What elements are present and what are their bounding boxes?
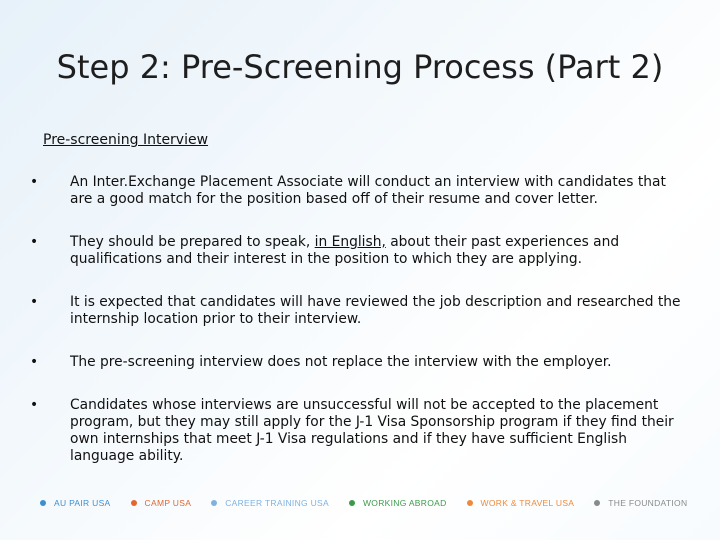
section-subheading: Pre-screening Interview	[43, 132, 209, 148]
footer-brand-bar	[40, 498, 700, 508]
footer-brand-work-travel-usa	[467, 498, 575, 508]
dot-icon	[211, 500, 217, 506]
bullet-text-pre: They should be prepared to speak,	[70, 234, 315, 250]
footer-brand-label: CAREER TRAINING USA	[225, 498, 329, 508]
dot-icon	[131, 500, 137, 506]
footer-brand-career-training-usa	[211, 498, 329, 508]
footer-brand-the-foundation	[594, 498, 687, 508]
bullet-text: It is expected that candidates will have reviewed the job description and researched the internship location prior to their interview.	[70, 294, 681, 327]
footer-brand-label: WORKING ABROAD	[362, 498, 447, 508]
bullet-item	[30, 354, 690, 371]
dot-icon	[349, 500, 355, 506]
bullet-item	[30, 234, 690, 268]
footer-brand-label: AU PAIR USA	[54, 498, 111, 508]
bullet-item	[30, 294, 690, 328]
bullet-text: The pre-screening interview does not replace the interview with the employer.	[70, 354, 612, 370]
dot-icon	[40, 500, 46, 506]
footer-brand-label: THE FOUNDATION	[608, 498, 688, 508]
bullet-text-post: about their past experiences and qualifications and their interest in the position to which they are applying.	[70, 234, 620, 267]
footer-brand-label: CAMP USA	[144, 498, 192, 508]
footer-brand-au-pair-usa	[40, 498, 111, 508]
dot-icon	[467, 500, 473, 506]
bullet-icon: •	[30, 234, 39, 250]
footer-brand-label: WORK & TRAVEL USA	[480, 498, 575, 508]
bullet-item	[30, 174, 690, 208]
bullet-text-emphasis: in English,	[314, 234, 386, 250]
bullet-text: An Inter.Exchange Placement Associate will conduct an interview with candidates that are a good match for the position based off of their resume and cover letter.	[70, 174, 666, 207]
bullet-icon: •	[30, 354, 39, 370]
bullet-item	[30, 397, 690, 465]
footer-brand-working-abroad	[349, 498, 447, 508]
dot-icon	[594, 500, 600, 506]
bullet-text: Candidates whose interviews are unsuccessful will not be accepted to the placement program, but they may still apply for the J-1 Visa Sponsorship program if they find their own internships that meet J-1 Visa regulations and if they have sufficient English language ability.	[70, 397, 674, 464]
bullet-icon: •	[30, 174, 39, 190]
bullet-icon: •	[30, 294, 39, 310]
footer-brand-camp-usa	[131, 498, 192, 508]
bullet-text	[70, 234, 619, 267]
bullet-list	[30, 174, 690, 491]
bullet-icon: •	[30, 397, 39, 413]
slide-title: Step 2: Pre-Screening Process (Part 2)	[56, 48, 664, 86]
